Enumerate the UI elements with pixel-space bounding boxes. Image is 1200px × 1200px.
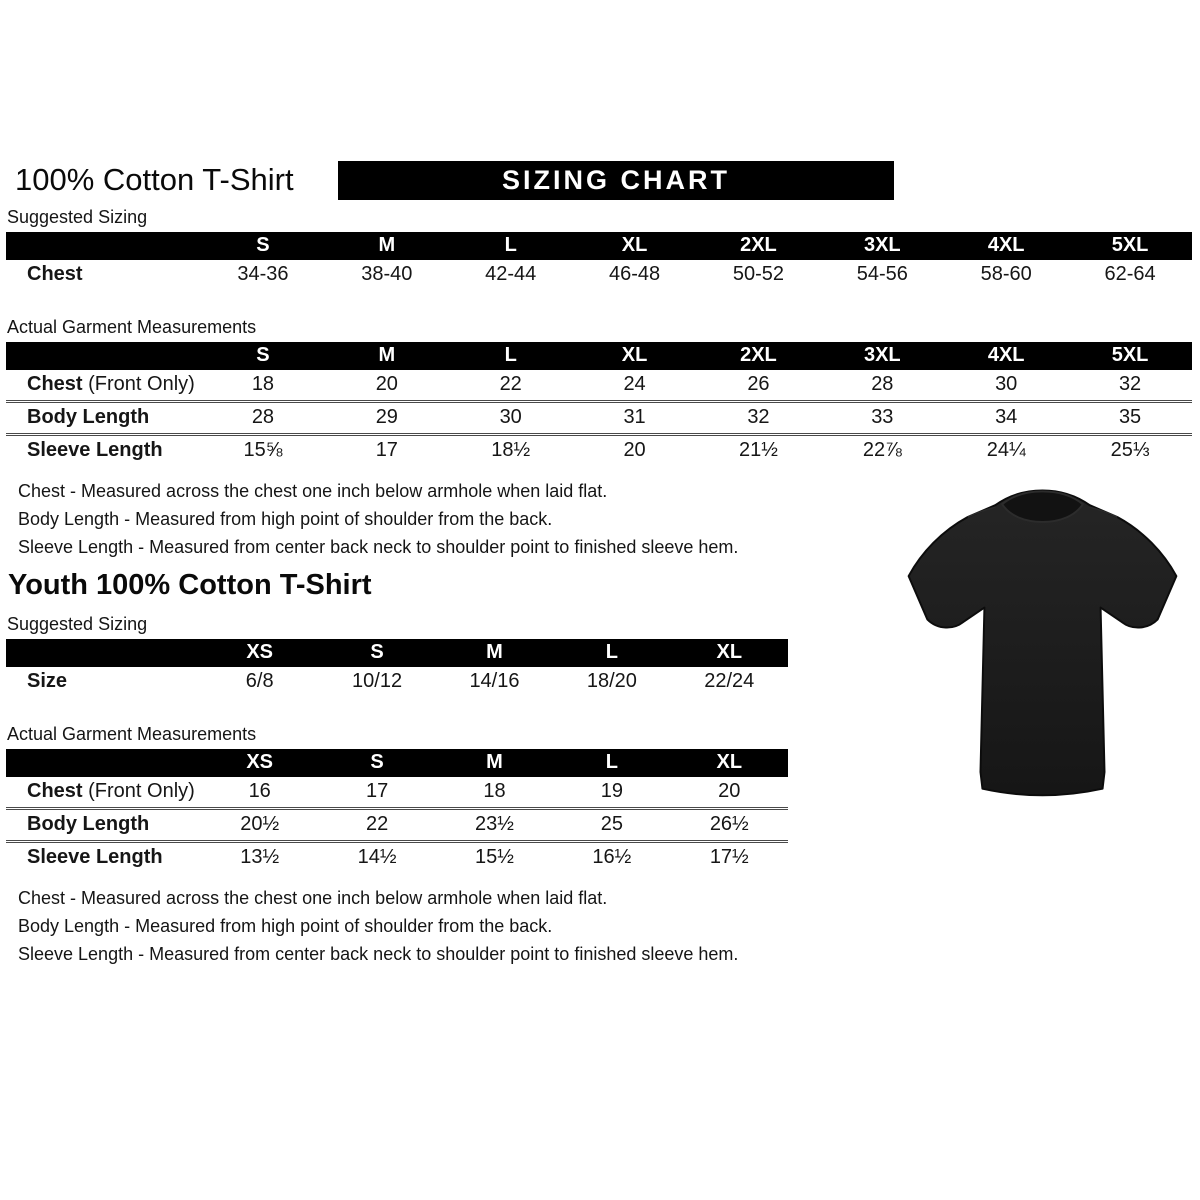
size-value-cell: 29 (325, 402, 449, 435)
size-value-cell: 38-40 (361, 263, 413, 285)
size-value-cell: 26½ (671, 809, 788, 842)
row-label: Chest (Front Only) (27, 373, 195, 395)
size-value-cell: 15⅝ (201, 435, 325, 467)
size-column-header: 2XL (697, 342, 821, 370)
size-value-cell: 20 (573, 435, 697, 467)
size-value-cell: 31 (573, 402, 697, 435)
sizing-chart-banner: SIZING CHART (338, 161, 894, 200)
size-value-cell: 34 (944, 402, 1068, 435)
size-value-cell: 22⅞ (820, 435, 944, 467)
size-value-cell: 14½ (318, 842, 435, 874)
size-table-row (6, 777, 788, 809)
size-value-cell: 10/12 (352, 670, 403, 692)
size-column-header: 3XL (820, 342, 944, 370)
size-column-header: S (318, 749, 435, 777)
size-value-cell: 46-48 (608, 263, 661, 285)
size-column-header: M (436, 749, 553, 777)
size-value-cell: 17 (365, 780, 389, 802)
youth-title: Youth 100% Cotton T-Shirt (8, 569, 372, 601)
size-value-cell: 28 (871, 373, 894, 395)
size-table-corner-cell (6, 749, 201, 777)
row-label: Sleeve Length (6, 842, 201, 874)
size-value-cell: 25⅓ (1068, 435, 1192, 467)
youth-actual-measurements-table (6, 749, 788, 873)
size-value-cell: 30 (449, 402, 573, 435)
black-tshirt-graphic (885, 468, 1200, 820)
adult-actual-measurements-table (6, 342, 1192, 466)
row-label: Size (27, 670, 68, 692)
size-value-cell: 54-56 (856, 263, 908, 285)
size-value-cell: 62-64 (1104, 263, 1156, 285)
row-label: Body Length (6, 809, 201, 842)
size-value-cell: 18 (251, 373, 275, 395)
row-label-note: (Front Only) (82, 780, 195, 802)
size-value-cell: 32 (1118, 373, 1142, 395)
size-value-cell: 22 (318, 809, 435, 842)
note-body-length: Body Length - Measured from high point of shoulder from the back. (18, 509, 553, 529)
size-column-header: XS (201, 749, 318, 777)
size-column-header: L (553, 639, 670, 667)
note-chest: Chest - Measured across the chest one inch below armhole when laid flat. (18, 888, 608, 908)
size-column-header: M (325, 232, 449, 260)
size-table-row (6, 370, 1192, 402)
size-column-header: M (436, 639, 553, 667)
size-column-header: XL (671, 749, 788, 777)
size-table-corner-cell (6, 342, 201, 370)
row-label: Chest (27, 263, 83, 285)
size-column-header: 4XL (944, 232, 1068, 260)
size-value-cell: 25 (553, 809, 670, 842)
youth-actual-measurements-label: Actual Garment Measurements (7, 724, 257, 744)
tshirt-body (909, 490, 1177, 795)
size-value-cell: 24¼ (944, 435, 1068, 467)
note-body-length: Body Length - Measured from high point of shoulder from the back. (18, 916, 553, 936)
size-value-cell: 33 (820, 402, 944, 435)
size-column-header: L (449, 232, 573, 260)
adult-suggested-sizing-table (6, 232, 1192, 290)
size-column-header: XL (671, 639, 788, 667)
row-label-note: (Front Only) (82, 373, 195, 395)
youth-measurement-notes (18, 884, 1194, 968)
youth-suggested-sizing-label: Suggested Sizing (7, 614, 148, 634)
size-value-cell: 34-36 (237, 263, 289, 285)
size-value-cell: 26 (747, 373, 770, 395)
adult-suggested-sizing-label: Suggested Sizing (7, 207, 148, 227)
size-value-cell: 20 (375, 373, 398, 395)
row-label: Body Length (6, 402, 201, 435)
size-column-header: S (318, 639, 435, 667)
size-table-row (6, 667, 788, 697)
size-value-cell: 17½ (671, 842, 788, 874)
size-column-header: 5XL (1068, 232, 1192, 260)
size-column-header: L (449, 342, 573, 370)
size-value-cell: 14/16 (469, 670, 520, 692)
size-value-cell: 21½ (697, 435, 821, 467)
size-value-cell: 16 (248, 780, 271, 802)
size-value-cell: 42-44 (485, 263, 537, 285)
note-sleeve-length: Sleeve Length - Measured from center back neck to shoulder point to finished sleeve hem. (18, 944, 739, 964)
size-value-cell: 50-52 (732, 263, 785, 285)
size-table-corner-cell (6, 232, 201, 260)
size-value-cell: 15½ (436, 842, 553, 874)
youth-suggested-sizing-table (6, 639, 788, 697)
size-value-cell: 17 (325, 435, 449, 467)
size-value-cell: 22/24 (704, 670, 755, 692)
size-value-cell: 35 (1068, 402, 1192, 435)
size-value-cell: 32 (697, 402, 821, 435)
adult-title: 100% Cotton T-Shirt (15, 162, 294, 197)
size-value-cell: 22 (499, 373, 522, 395)
size-column-header: S (201, 342, 325, 370)
size-column-header: XL (573, 232, 697, 260)
size-value-cell: 20½ (201, 809, 318, 842)
row-label: Chest (Front Only) (27, 780, 195, 802)
size-column-header: M (325, 342, 449, 370)
size-value-cell: 20 (718, 780, 741, 802)
size-value-cell: 24 (623, 373, 646, 395)
size-value-cell: 18½ (449, 435, 573, 467)
size-value-cell: 23½ (436, 809, 553, 842)
size-value-cell: 30 (995, 373, 1018, 395)
tshirt-image (885, 468, 1200, 820)
size-value-cell: 6/8 (245, 670, 274, 692)
size-value-cell: 28 (201, 402, 325, 435)
row-label: Sleeve Length (6, 435, 201, 467)
size-table-row (6, 842, 788, 874)
size-value-cell: 18/20 (586, 670, 637, 692)
size-column-header: XS (201, 639, 318, 667)
size-column-header: XL (573, 342, 697, 370)
size-column-header: 3XL (820, 232, 944, 260)
size-column-header: 5XL (1068, 342, 1192, 370)
note-chest: Chest - Measured across the chest one inch below armhole when laid flat. (18, 481, 608, 501)
size-value-cell: 18 (483, 780, 506, 802)
size-table-corner-cell (6, 639, 201, 667)
size-value-cell: 19 (600, 780, 623, 802)
note-sleeve-length: Sleeve Length - Measured from center back neck to shoulder point to finished sleeve hem. (18, 537, 739, 557)
size-table-row (6, 809, 788, 842)
size-value-cell: 16½ (553, 842, 670, 874)
size-column-header: L (553, 749, 670, 777)
size-column-header: 2XL (697, 232, 821, 260)
size-column-header: 4XL (944, 342, 1068, 370)
size-table-row (6, 402, 1192, 435)
size-table-row (6, 260, 1192, 290)
page-header (6, 160, 1194, 200)
size-column-header: S (201, 232, 325, 260)
size-table-row (6, 435, 1192, 467)
size-value-cell: 58-60 (980, 263, 1032, 285)
size-value-cell: 13½ (201, 842, 318, 874)
adult-actual-measurements-label: Actual Garment Measurements (7, 317, 257, 337)
